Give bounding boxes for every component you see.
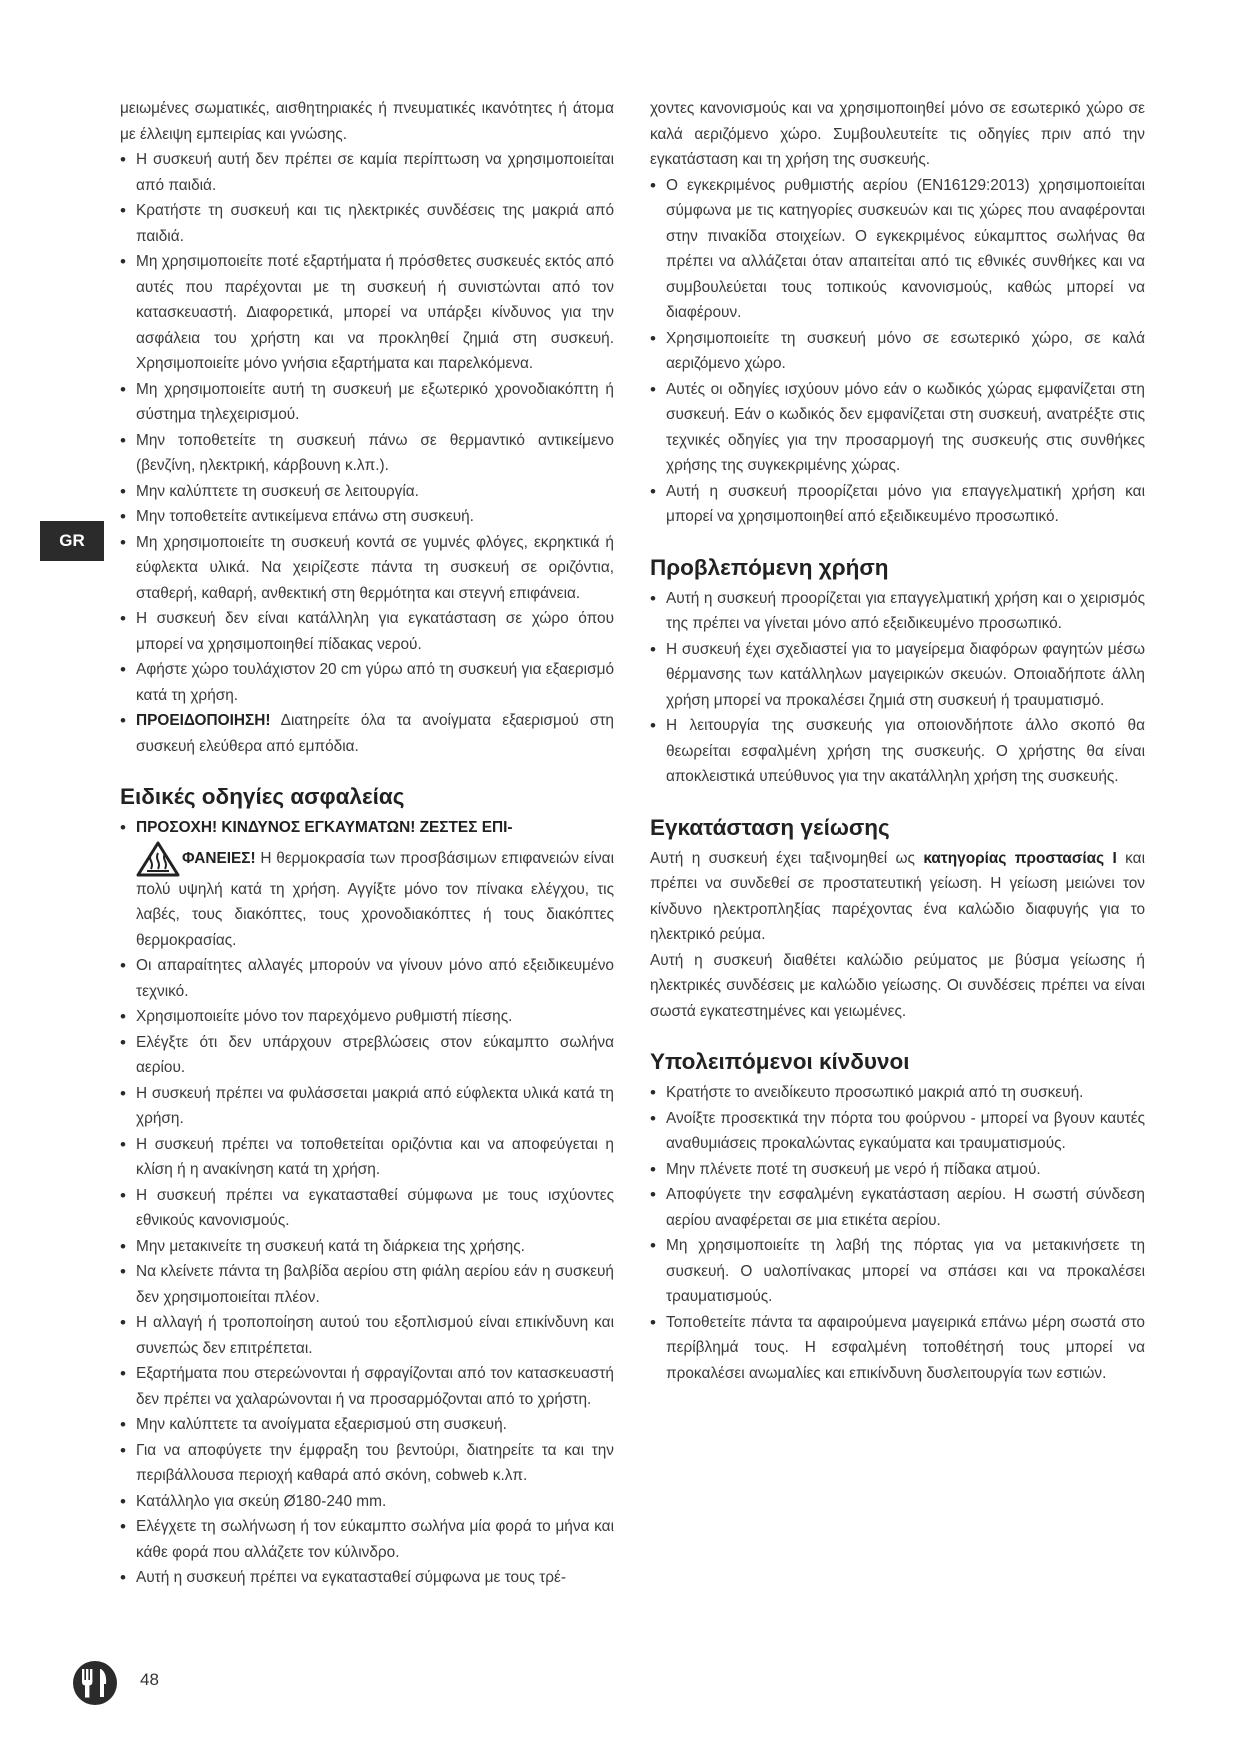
list-item: • Η συσκευή έχει σχεδιαστεί για το μαγείρεμα διαφόρων φαγητών μέσω θέρμανσης των κατάλληλων μαγειρικών σκευών. Οποιαδήποτε άλλη χρήση μπορεί να προκαλέσει ζημιά στη συσκευή ή τραυματισμό. <box>650 637 1145 714</box>
left-column <box>120 96 614 1591</box>
list-item: • Αυτή η συσκευή προορίζεται για επαγγελματική χρήση και ο χειρισμός της πρέπει να γίνεται μόνο από εξειδικευμένο προσωπικό. <box>650 586 1145 637</box>
list-item: • Ελέγχετε τη σωλήνωση ή τον εύκαμπτο σωλήνα μία φορά το μήνα και κάθε φορά που αλλάζετε τον κύλινδρο. <box>120 1514 614 1565</box>
general-safety-list <box>120 96 614 759</box>
earthing-paragraph-2: Αυτή η συσκευή διαθέτει καλώδιο ρεύματος με βύσμα γείωσης ή ηλεκτρικές συνδέσεις με καλώδιο γείωσης. Οι συνδέσεις πρέπει να είναι σωστά εγκατεστημένες και γειωμένες. <box>650 951 1145 1020</box>
burn-warning-label-1: ΠΡΟΣΟΧΗ! ΚΙΝΔΥΝΟΣ ΕΓΚΑΥΜΑΤΩΝ! ΖΕΣΤΕΣ ΕΠΙ- <box>136 819 513 836</box>
list-item: μειωμένες σωματικές, αισθητηριακές ή πνευματικές ικανότητες ή άτομα με έλλειψη εμπειρίας και γνώσης. <box>120 100 614 143</box>
list-item: • Η αλλαγή ή τροποποίηση αυτού του εξοπλισμού είναι επικίνδυνη και συνεπώς δεν επιτρέπεται. <box>120 1310 614 1361</box>
earthing-heading: Εγκατάσταση γείωσης <box>650 814 890 840</box>
continued-safety-list <box>650 96 1145 530</box>
list-item: • Μην τοποθετείτε αντικείμενα επάνω στη συσκευή. <box>120 504 614 530</box>
list-item: • Αφήστε χώρο τουλάχιστον 20 cm γύρω από τη συσκευή για εξαερισμό κατά τη χρήση. <box>120 657 614 708</box>
list-item: • Αυτές οι οδηγίες ισχύουν μόνο εάν ο κωδικός χώρας εμφανίζεται στη συσκευή. Εάν ο κωδικός δεν εμφανίζεται στη συσκευή, ανατρέξτε στις τεχνικές οδηγίες για την προσαρμογή της συσκευής στις συνθήκες χρήσης της συγκεκριμένης χώρας. <box>650 377 1145 479</box>
list-item: • Η συσκευή πρέπει να εγκατασταθεί σύμφωνα με τους ισχύοντες εθνικούς κανονισμούς. <box>120 1183 614 1234</box>
list-item: • Ο εγκεκριμένος ρυθμιστής αερίου (EN16129:2013) χρησιμοποιείται σύμφωνα με τις κατηγορίες συσκευών και τις χώρες που αναφέρονται στην πινακίδα στοιχείων. Ο εγκεκριμένος εύκαμπτος σωλήνας θα πρέπει να αλλάζεται όταν απαιτείται από τις εθνικές συνθήκες και να συμβουλεύεται τους τοπικούς κανονισμούς, καθώς μπορεί να διαφέρουν. <box>650 173 1145 326</box>
earthing-text-pre: Αυτή η συσκευή έχει ταξινομηθεί ως <box>650 849 924 867</box>
list-item: • Χρησιμοποιείτε μόνο τον παρεχόμενο ρυθμιστή πίεσης. <box>120 1004 614 1030</box>
list-item: • Εξαρτήματα που στερεώνονται ή σφραγίζονται από τον κατασκευαστή δεν πρέπει να χαλαρώνονται ή να προσαρμόζονται από το χρήστη. <box>120 1361 614 1412</box>
list-item: • Κατάλληλο για σκεύη Ø180-240 mm. <box>120 1489 614 1515</box>
language-tab: GR <box>40 521 104 561</box>
page-number: 48 <box>140 1670 159 1689</box>
intended-use-list <box>650 586 1145 790</box>
list-item: • Μη χρησιμοποιείτε αυτή τη συσκευή με εξωτερικό χρονοδιακόπτη ή σύστημα τηλεχειρισμού. <box>120 377 614 428</box>
list-item: • Μην τοποθετείτε τη συσκευή πάνω σε θερμαντικό αντικείμενο (βενζίνη, ηλεκτρική, κάρβουνη κ.λπ.). <box>120 428 614 479</box>
list-item: • Η συσκευή πρέπει να φυλάσσεται μακριά από εύφλεκτα υλικά κατά τη χρήση. <box>120 1081 614 1132</box>
list-item: • Κρατήστε τη συσκευή και τις ηλεκτρικές συνδέσεις της μακριά από παιδιά. <box>120 198 614 249</box>
list-item: • Μην πλένετε ποτέ τη συσκευή με νερό ή πίδακα ατμού. <box>650 1157 1145 1183</box>
residual-risks-heading: Υπολειπόμενοι κίνδυνοι <box>650 1049 910 1074</box>
list-item: • Η συσκευή δεν είναι κατάλληλη για εγκατάσταση σε χώρο όπου μπορεί να χρησιμοποιηθεί πίδακας νερού. <box>120 606 614 657</box>
list-item: • Μην καλύπτετε τα ανοίγματα εξαερισμού στη συσκευή. <box>120 1412 614 1438</box>
list-item: • Ελέγξτε ότι δεν υπάρχουν στρεβλώσεις στον εύκαμπτο σωλήνα αερίου. <box>120 1030 614 1081</box>
residual-risks-list <box>650 1080 1145 1386</box>
burn-warning-text: Η θερμοκρασία των προσβάσιμων επιφανειών είναι πολύ υψηλή κατά τη χρήση. Αγγίξτε μόνο τον πίνακα ελέγχου, τις λαβές, τους διακόπτες, τους χρονοδιακόπτες ή τους διακόπτες θερμοκρασίας. <box>136 849 614 949</box>
list-item: χοντες κανονισμούς και να χρησιμοποιηθεί μόνο σε εσωτερικό χώρο σε καλά αεριζόμενο χώρο. Συμβουλευτείτε τις οδηγίες πριν από την εγκατάσταση και τη χρήση της συσκευής. <box>650 100 1145 168</box>
warning-text: Διατηρείτε όλα τα ανοίγματα εξαερισμού στη συσκευή ελεύθερα από εμπόδια. <box>136 712 614 755</box>
warning-item <box>120 708 614 759</box>
intended-use-heading: Προβλεπόμενη χρήση <box>650 554 889 580</box>
warning-label: ΠΡΟΕΙΔΟΠΟΙΗΣΗ! <box>136 712 271 729</box>
list-item: • Κρατήστε το ανειδίκευτο προσωπικό μακριά από τη συσκευή. <box>650 1080 1145 1106</box>
burn-warning-label-2: ΦΑΝΕΙΕΣ! <box>182 849 256 867</box>
list-item: • Τοποθετείτε πάντα τα αφαιρούμενα μαγειρικά επάνω μέρη σωστά στο περίβλημά τους. Η εσφαλμένη τοποθέτησή τους μπορεί να προκαλέσει ανωμαλίες και επικίνδυνη δυσλειτουργία των εστιών. <box>650 1310 1145 1387</box>
list-item: • Ανοίξτε προσεκτικά την πόρτα του φούρνου - μπορεί να βγουν καυτές αναθυμιάσεις προκαλώντας εγκαύματα και τραυματισμούς. <box>650 1106 1145 1157</box>
earthing-paragraph-1 <box>650 846 1145 948</box>
list-item: • Η συσκευή αυτή δεν πρέπει σε καμία περίπτωση να χρησιμοποιείται από παιδιά. <box>120 147 614 198</box>
list-item: • Να κλείνετε πάντα τη βαλβίδα αερίου στη φιάλη αερίου εάν η συσκευή δεν χρησιμοποιείται πλέον. <box>120 1259 614 1310</box>
list-item: • Μη χρησιμοποιείτε τη συσκευή κοντά σε γυμνές φλόγες, εκρηκτικά ή εύφλεκτα υλικά. Να χειρίζεστε πάντα τη συσκευή σε οριζόντια, σταθερή, καθαρή, ανθεκτική στη θερμότητα και στεγνή επιφάνεια. <box>120 530 614 607</box>
list-item: • Μην μετακινείτε τη συσκευή κατά τη διάρκεια της χρήσης. <box>120 1234 614 1260</box>
list-item: • Χρησιμοποιείτε τη συσκευή μόνο σε εσωτερικό χώρο, σε καλά αεριζόμενο χώρο. <box>650 326 1145 377</box>
burn-warning-item <box>120 815 614 953</box>
list-item: • Αποφύγετε την εσφαλμένη εγκατάσταση αερίου. Η σωστή σύνδεση αερίου αναφέρεται σε μια ετικέτα αερίου. <box>650 1182 1145 1233</box>
list-item: • Για να αποφύγετε την έμφραξη του βεντούρι, διατηρείτε τα και την περιβάλλουσα περιοχή καθαρά από σκόνη, cobweb κ.λπ. <box>120 1438 614 1489</box>
list-item: • Μην καλύπτετε τη συσκευή σε λειτουργία. <box>120 479 614 505</box>
earthing-text-post: και πρέπει να συνδεθεί σε προστατευτική γείωση. Η γείωση μειώνει τον κίνδυνο ηλεκτροπληξίας παρέχοντας ένα καλώδιο διαφυγής για το ηλεκτρικό ρεύμα. <box>650 849 1145 943</box>
cutlery-logo-icon <box>72 1660 118 1706</box>
list-item: • Οι απαραίτητες αλλαγές μπορούν να γίνουν μόνο από εξειδικευμένο τεχνικό. <box>120 953 614 1004</box>
hot-surface-warning-icon <box>136 841 180 877</box>
list-item: • Η λειτουργία της συσκευής για οποιονδήποτε άλλο σκοπό θα θεωρείται εσφαλμένη χρήση της συσκευής. Ο χρήστης θα είναι αποκλειστικά υπεύθυνος για την ακατάλληλη χρήση της συσκευής. <box>650 713 1145 790</box>
list-item: • Μη χρησιμοποιείτε τη λαβή της πόρτας για να μετακινήσετε τη συσκευή. Ο υαλοπίνακας μπορεί να σπάσει και να προκαλέσει τραυματισμούς. <box>650 1233 1145 1310</box>
list-item: • Μη χρησιμοποιείτε ποτέ εξαρτήματα ή πρόσθετες συσκευές εκτός από αυτές που παρέχονται με τη συσκευή ή συνιστώνται από τον κατασκευαστή. Διαφορετικά, μπορεί να υπάρξει κίνδυνος για την ασφάλεια του χρήστη και να προκληθεί ζημιά στη συσκευή. Χρησιμοποιείτε μόνο γνήσια εξαρτήματα και παρελκόμενα. <box>120 249 614 377</box>
safety-heading: Ειδικές οδηγίες ασφαλείας <box>120 784 405 809</box>
right-column <box>650 96 1145 1386</box>
protection-class: κατηγορίας προστασίας I <box>923 849 1117 867</box>
special-safety-list <box>120 815 614 1591</box>
list-item: • Αυτή η συσκευή προορίζεται μόνο για επαγγελματική χρήση και μπορεί να χρησιμοποιηθεί από εξειδικευμένο προσωπικό. <box>650 479 1145 530</box>
list-item: • Αυτή η συσκευή πρέπει να εγκατασταθεί σύμφωνα με τους τρέ- <box>120 1565 614 1591</box>
list-item: • Η συσκευή πρέπει να τοποθετείται οριζόντια και να αποφεύγεται η κλίση ή η ανακίνηση κατά τη χρήση. <box>120 1132 614 1183</box>
